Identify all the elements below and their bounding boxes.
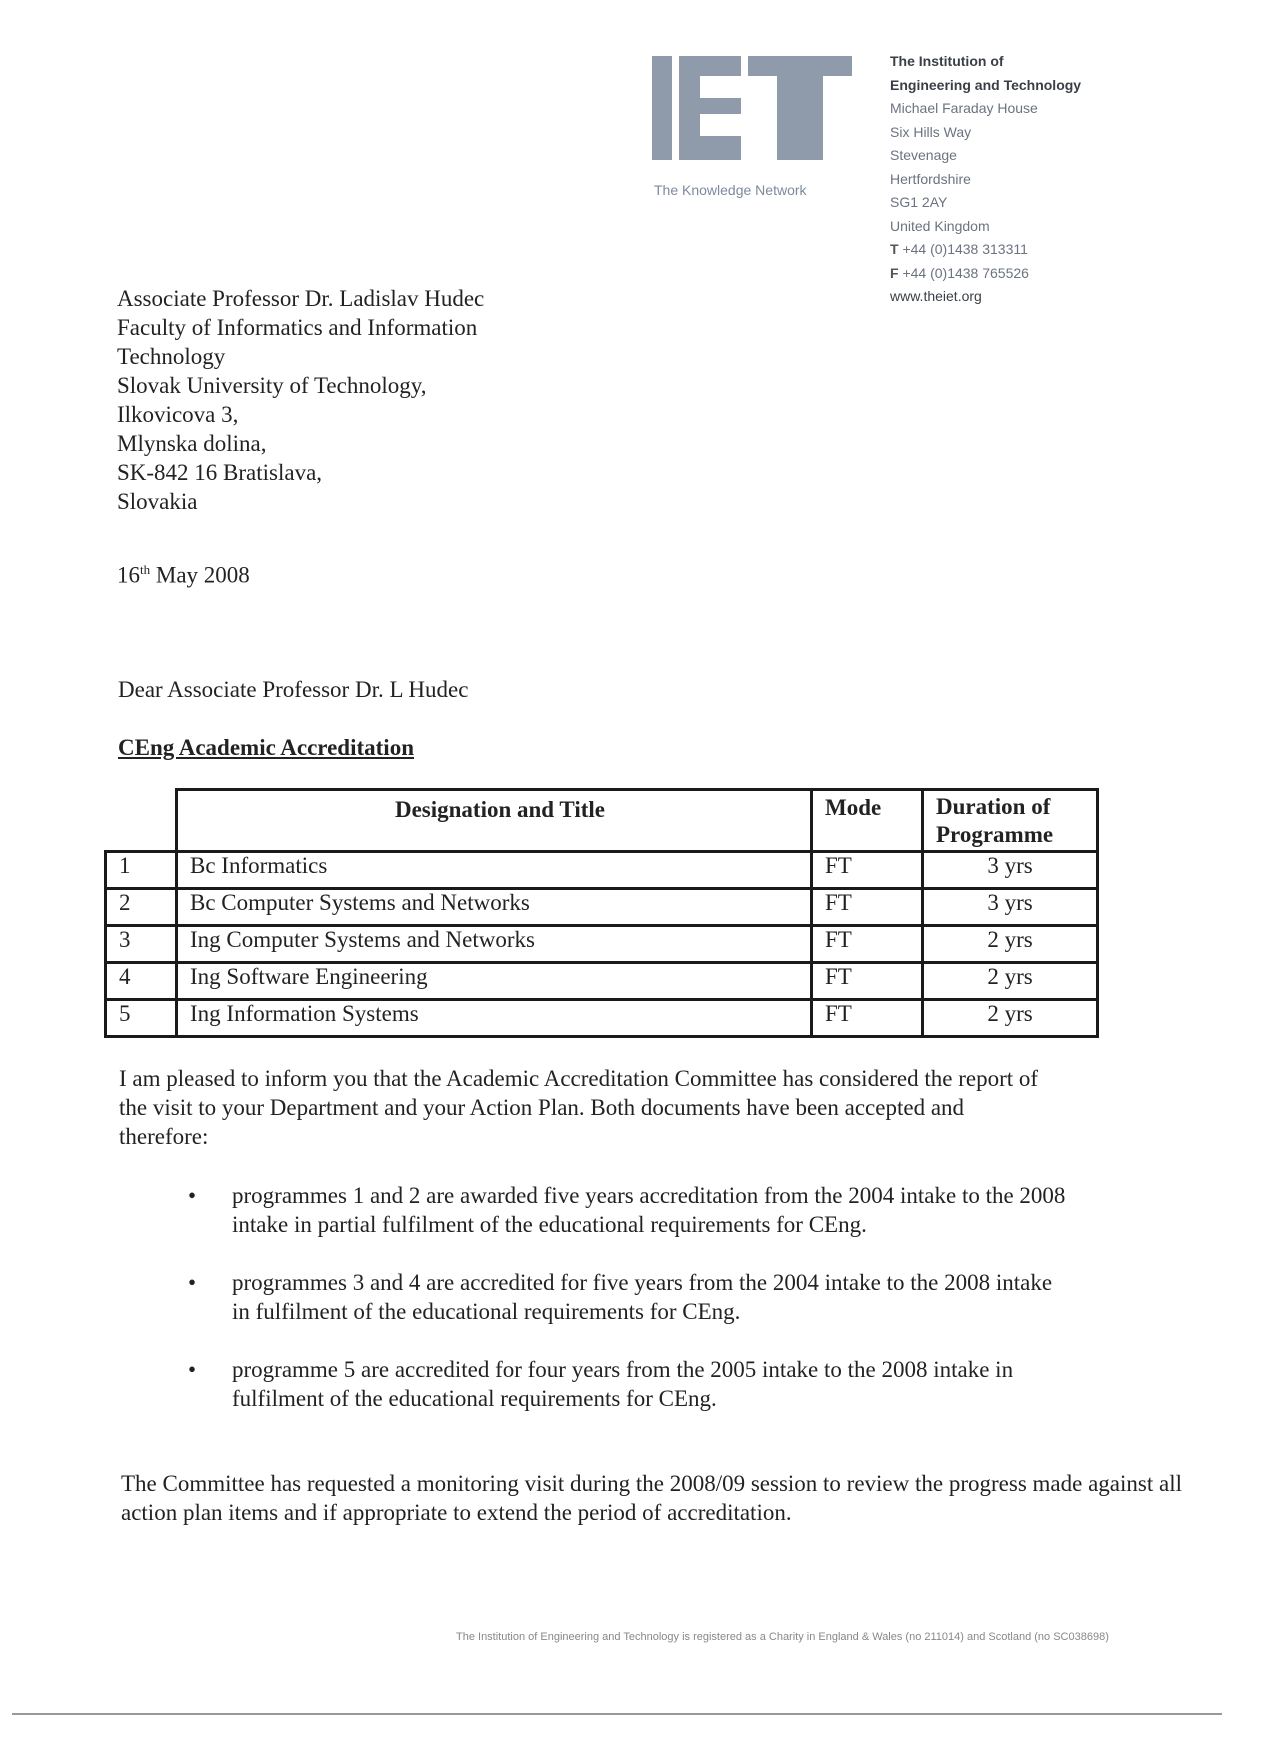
row-mode: FT [812, 852, 923, 889]
recipient-line: SK-842 16 Bratislava, [117, 460, 323, 485]
fax [890, 262, 1081, 286]
bullet-item [188, 1268, 1068, 1326]
telephone-number: +44 (0)1438 313311 [902, 241, 1028, 257]
table-row [106, 1000, 1098, 1037]
row-duration: 3 yrs [923, 852, 1098, 889]
bullet-dot: • [188, 1357, 197, 1382]
row-mode: FT [812, 963, 923, 1000]
row-number: 1 [106, 852, 177, 889]
recipient-line: Slovak University of Technology, [117, 373, 427, 398]
subject-heading: CEng Academic Accreditation [118, 735, 414, 760]
recipient-line: Ilkovicova 3, [117, 402, 239, 427]
row-duration: 2 yrs [923, 1000, 1098, 1037]
row-duration: 3 yrs [923, 889, 1098, 926]
fax-label: F [890, 264, 899, 281]
address-line: United Kingdom [890, 217, 990, 234]
table-row [106, 889, 1098, 926]
date-day: 16 [117, 562, 140, 588]
recipient-line: Associate Professor Dr. Ladislav Hudec [117, 286, 485, 311]
header-mode: Mode [812, 790, 923, 852]
row-duration: 2 yrs [923, 926, 1098, 963]
recipient-address [117, 284, 484, 516]
footer-charity-note: The Institution of Engineering and Technology is registered as a Charity in England & Wales (no 211014) and Scotland (no SC038698) [456, 1631, 1109, 1643]
row-title: Bc Computer Systems and Networks [177, 889, 812, 926]
closing-paragraph: The Committee has requested a monitoring visit during the 2008/09 session to review the progress made against all action plan items and if appropriate to extend the period of accreditation. [121, 1471, 1182, 1525]
bullet-dot: • [188, 1183, 197, 1208]
row-number: 4 [106, 963, 177, 1000]
website: www.theiet.org [890, 288, 982, 304]
table-header-row [106, 790, 1098, 852]
row-number: 5 [106, 1000, 177, 1037]
row-mode: FT [812, 926, 923, 963]
recipient-line: Slovakia [117, 489, 198, 514]
programmes-table [104, 788, 1099, 1038]
row-title: Ing Software Engineering [177, 963, 812, 1000]
bullet-text: programmes 3 and 4 are accredited for five years from the 2004 intake to the 2008 intake in fulfilment of the educational requirements for CEng. [232, 1270, 1053, 1324]
recipient-line: Faculty of Informatics and Information [117, 315, 478, 340]
telephone-label: T [890, 241, 899, 257]
header-title: Designation and Title [177, 790, 812, 852]
bottom-rule [12, 1713, 1222, 1715]
iet-logo [652, 52, 852, 162]
header-duration-line2: Programme [936, 822, 1054, 847]
org-name-line2: Engineering and Technology [890, 76, 1082, 93]
bullet-item [188, 1181, 1068, 1239]
row-mode: FT [812, 889, 923, 926]
table-row [106, 926, 1098, 963]
row-title: Ing Information Systems [177, 1000, 812, 1037]
address-line: Michael Faraday House [890, 100, 1038, 116]
row-title: Bc Informatics [177, 852, 812, 889]
salutation: Dear Associate Professor Dr. L Hudec [118, 677, 469, 702]
letterhead-address [890, 50, 1081, 309]
address-line: SG1 2AY [890, 194, 948, 210]
row-duration: 2 yrs [923, 963, 1098, 1000]
fax-number: +44 (0)1438 765526 [902, 264, 1029, 281]
row-title: Ing Computer Systems and Networks [177, 926, 812, 963]
row-number: 3 [106, 926, 177, 963]
bullet-text: programmes 1 and 2 are awarded five years accreditation from the 2004 intake to the 2008 intake in partial fulfilment of the educational requirements for CEng. [232, 1183, 1066, 1237]
header-blank-cell [106, 790, 177, 852]
bullet-dot: • [188, 1270, 197, 1295]
table-row [106, 963, 1098, 1000]
telephone [890, 238, 1081, 262]
recipient-line: Mlynska dolina, [117, 431, 267, 456]
row-mode: FT [812, 1000, 923, 1037]
row-number: 2 [106, 889, 177, 926]
accreditation-bullets [188, 1181, 1068, 1442]
header-duration-line1: Duration of [936, 794, 1051, 819]
address-line: Hertfordshire [890, 170, 971, 187]
bullet-text: programme 5 are accredited for four years from the 2005 intake to the 2008 intake in fulfilment of the educational requirements for CEng. [232, 1357, 1014, 1411]
address-line: Stevenage [890, 147, 957, 163]
recipient-line: Technology [117, 344, 226, 369]
header-duration [923, 790, 1098, 852]
date-rest: May 2008 [155, 562, 250, 588]
table-row [106, 852, 1098, 889]
date-suffix: th [140, 562, 151, 577]
address-line: Six Hills Way [890, 123, 972, 140]
body-paragraph: I am pleased to inform you that the Academic Accreditation Committee has considered the report of the visit to your Department and your Action Plan. Both documents have been accepted and therefore: [119, 1066, 1039, 1149]
letter-date [117, 562, 250, 589]
bullet-item [188, 1355, 1068, 1413]
org-name-line1: The Institution of [890, 53, 1004, 69]
logo-tagline: The Knowledge Network [654, 182, 807, 198]
